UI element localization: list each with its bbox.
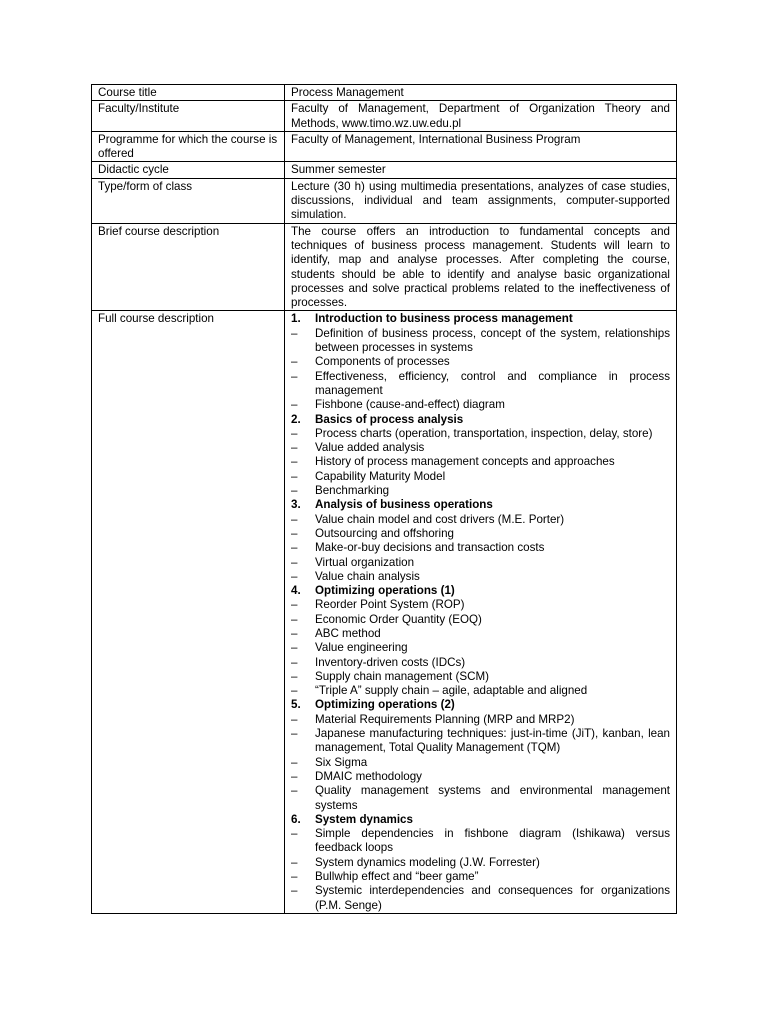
course-table xyxy=(91,84,677,914)
dash-bullet-icon: – xyxy=(291,684,298,698)
dash-bullet-icon: – xyxy=(291,598,298,612)
section-number: 2. xyxy=(291,412,301,426)
dash-bullet-icon: – xyxy=(291,884,298,898)
full-description-label: Full course description xyxy=(92,311,285,913)
dash-bullet-icon: – xyxy=(291,769,298,783)
topic-item-text: “Triple A” supply chain – agile, adaptable and aligned xyxy=(315,684,588,698)
dash-bullet-icon: – xyxy=(291,712,298,726)
topic-item xyxy=(291,327,670,356)
section-heading xyxy=(291,312,670,326)
course-title-label: Course title xyxy=(92,85,285,101)
topic-item-text: Six Sigma xyxy=(315,755,368,769)
topic-item-text: Benchmarking xyxy=(315,484,390,498)
dash-bullet-icon: – xyxy=(291,555,298,569)
topic-item-text: DMAIC methodology xyxy=(315,769,422,783)
topic-item-text: Reorder Point System (ROP) xyxy=(315,598,465,612)
dash-bullet-icon: – xyxy=(291,569,298,583)
section-heading xyxy=(291,413,670,427)
topic-item xyxy=(291,627,670,641)
topic-item xyxy=(291,541,670,555)
section-title: Basics of process analysis xyxy=(315,412,464,426)
topic-item xyxy=(291,513,670,527)
topic-item xyxy=(291,870,670,884)
programme-label: Programme for which the course is offered xyxy=(92,131,285,162)
dash-bullet-icon: – xyxy=(291,612,298,626)
topic-item xyxy=(291,484,670,498)
topic-item xyxy=(291,398,670,412)
class-type-label: Type/form of class xyxy=(92,178,285,223)
topic-item xyxy=(291,613,670,627)
section-title: Optimizing operations (2) xyxy=(315,698,455,712)
section-number: 3. xyxy=(291,498,301,512)
full-description-value xyxy=(285,311,677,913)
topic-item xyxy=(291,656,670,670)
topic-item-text: Value added analysis xyxy=(315,441,425,455)
dash-bullet-icon: – xyxy=(291,398,298,412)
topic-item-text: Effectiveness, efficiency, control and compliance in process management xyxy=(315,369,670,397)
section-title: Introduction to business process management xyxy=(315,312,573,326)
topic-item xyxy=(291,670,670,684)
topic-item-text: Bullwhip effect and “beer game” xyxy=(315,870,479,884)
topic-item-text: History of process management concepts and approaches xyxy=(315,455,615,469)
dash-bullet-icon: – xyxy=(291,855,298,869)
topic-item-text: Quality management systems and environmental management systems xyxy=(315,784,670,812)
topic-item xyxy=(291,884,670,913)
topic-item-text: Outsourcing and offshoring xyxy=(315,526,455,540)
topic-item-text: Virtual organization xyxy=(315,555,415,569)
topic-item-text: Japanese manufacturing techniques: just-in-time (JiT), kanban, lean management, Total Quality Management (TQM) xyxy=(315,727,670,755)
section-heading xyxy=(291,584,670,598)
dash-bullet-icon: – xyxy=(291,784,298,798)
dash-bullet-icon: – xyxy=(291,827,298,841)
topic-item-text: Material Requirements Planning (MRP and MRP2) xyxy=(315,712,575,726)
topic-item-text: Value chain analysis xyxy=(315,569,420,583)
dash-bullet-icon: – xyxy=(291,426,298,440)
row-faculty xyxy=(92,101,677,132)
dash-bullet-icon: – xyxy=(291,626,298,640)
row-programme xyxy=(92,131,677,162)
dash-bullet-icon: – xyxy=(291,641,298,655)
topic-item xyxy=(291,441,670,455)
dash-bullet-icon: – xyxy=(291,727,298,741)
topic-item xyxy=(291,370,670,399)
topic-item-text: Fishbone (cause-and-effect) diagram xyxy=(315,398,505,412)
topic-item xyxy=(291,684,670,698)
topic-item xyxy=(291,770,670,784)
dash-bullet-icon: – xyxy=(291,512,298,526)
topic-item xyxy=(291,727,670,756)
topic-item xyxy=(291,713,670,727)
topic-item-text: Components of processes xyxy=(315,355,450,369)
section-title: Analysis of business operations xyxy=(315,498,493,512)
topic-item-text: Process charts (operation, transportation, inspection, delay, store) xyxy=(315,426,653,440)
section-heading xyxy=(291,698,670,712)
topic-item-text: Systemic interdependencies and consequences for organizations (P.M. Senge) xyxy=(315,884,670,912)
section-title: Optimizing operations (1) xyxy=(315,584,455,598)
topic-item xyxy=(291,355,670,369)
topic-list xyxy=(291,312,670,912)
topic-item xyxy=(291,470,670,484)
brief-description-label: Brief course description xyxy=(92,223,285,311)
topic-item xyxy=(291,427,670,441)
dash-bullet-icon: – xyxy=(291,870,298,884)
row-full-description xyxy=(92,311,677,913)
section-number: 6. xyxy=(291,812,301,826)
topic-item-text: Capability Maturity Model xyxy=(315,469,446,483)
topic-item xyxy=(291,556,670,570)
dash-bullet-icon: – xyxy=(291,469,298,483)
didactic-cycle-value: Summer semester xyxy=(285,162,677,178)
topic-item-text: Simple dependencies in fishbone diagram (Ishikawa) versus feedback loops xyxy=(315,827,670,855)
topic-item xyxy=(291,641,670,655)
section-title: System dynamics xyxy=(315,812,413,826)
row-class-type xyxy=(92,178,677,223)
topic-item-text: Value engineering xyxy=(315,641,408,655)
programme-value: Faculty of Management, International Business Program xyxy=(285,131,677,162)
row-brief-description xyxy=(92,223,677,311)
dash-bullet-icon: – xyxy=(291,441,298,455)
topic-item xyxy=(291,570,670,584)
faculty-value: Faculty of Management, Department of Organization Theory and Methods, www.timo.wz.uw.edu.pl xyxy=(285,101,677,132)
dash-bullet-icon: – xyxy=(291,526,298,540)
section-number: 4. xyxy=(291,584,301,598)
dash-bullet-icon: – xyxy=(291,326,298,340)
section-heading xyxy=(291,498,670,512)
topic-item-text: System dynamics modeling (J.W. Forrester) xyxy=(315,855,540,869)
topic-item-text: Inventory-driven costs (IDCs) xyxy=(315,655,466,669)
topic-item xyxy=(291,827,670,856)
topic-item xyxy=(291,784,670,813)
section-heading xyxy=(291,813,670,827)
faculty-label: Faculty/Institute xyxy=(92,101,285,132)
brief-description-value: The course offers an introduction to fundamental concepts and techniques of business process management. Students will learn to identify, map and analyse processes. After completing the course, students should be able to identify and analyse basic organizational processes and solve practical problems related to the ineffectiveness of processes. xyxy=(285,223,677,311)
dash-bullet-icon: – xyxy=(291,669,298,683)
topic-item-text: Supply chain management (SCM) xyxy=(315,669,489,683)
topic-item xyxy=(291,756,670,770)
topic-item xyxy=(291,598,670,612)
dash-bullet-icon: – xyxy=(291,541,298,555)
dash-bullet-icon: – xyxy=(291,755,298,769)
dash-bullet-icon: – xyxy=(291,355,298,369)
dash-bullet-icon: – xyxy=(291,484,298,498)
section-number: 5. xyxy=(291,698,301,712)
didactic-cycle-label: Didactic cycle xyxy=(92,162,285,178)
class-type-value: Lecture (30 h) using multimedia presentations, analyzes of case studies, discussions, individual and team assignments, computer-supported simulation. xyxy=(285,178,677,223)
topic-item xyxy=(291,455,670,469)
topic-item-text: Make-or-buy decisions and transaction costs xyxy=(315,541,545,555)
course-title-value: Process Management xyxy=(285,85,677,101)
dash-bullet-icon: – xyxy=(291,455,298,469)
row-course-title xyxy=(92,85,677,101)
topic-item xyxy=(291,527,670,541)
dash-bullet-icon: – xyxy=(291,655,298,669)
topic-item-text: Value chain model and cost drivers (M.E. Porter) xyxy=(315,512,565,526)
dash-bullet-icon: – xyxy=(291,369,298,383)
section-number: 1. xyxy=(291,312,301,326)
row-didactic-cycle xyxy=(92,162,677,178)
topic-item xyxy=(291,856,670,870)
topic-item-text: ABC method xyxy=(315,626,381,640)
course-table-body xyxy=(92,85,677,914)
topic-item-text: Economic Order Quantity (EOQ) xyxy=(315,612,482,626)
topic-item-text: Definition of business process, concept of the system, relationships between processes in systems xyxy=(315,326,670,355)
